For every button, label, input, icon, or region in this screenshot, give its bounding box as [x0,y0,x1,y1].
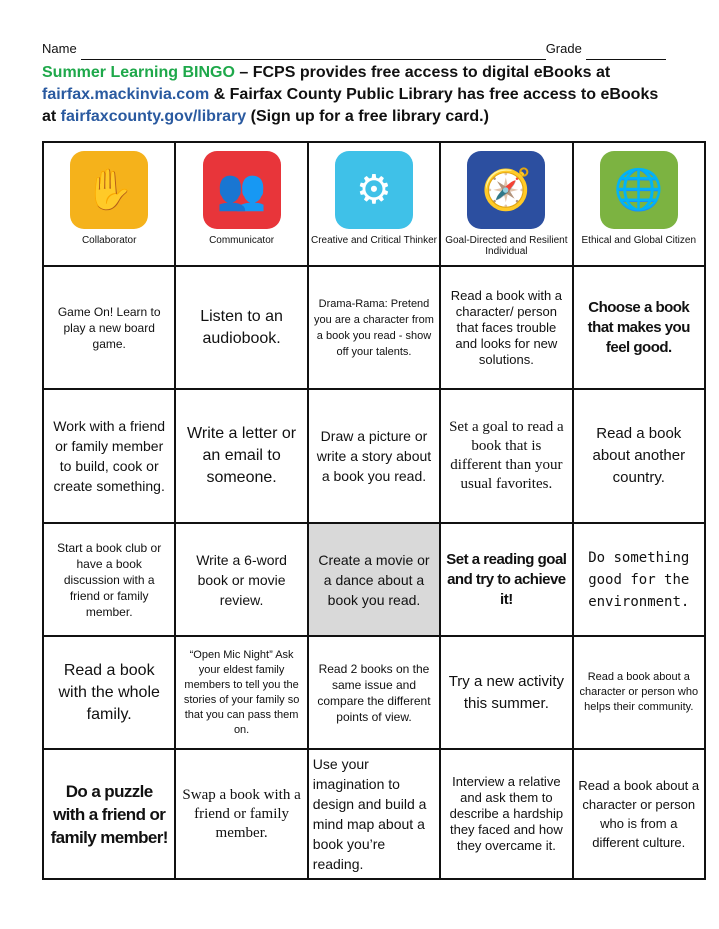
category-label: Creative and Critical Thinker [310,235,437,246]
bingo-cell[interactable]: Read 2 books on the same issue and compare the different points of view. [308,636,440,749]
bingo-cell[interactable]: Swap a book with a friend or family member. [175,749,307,879]
hands-icon: ✋ [70,151,148,229]
bingo-board [42,141,706,880]
bingo-cell[interactable]: Drama-Rama: Pretend you are a character from a book you read - show off your talents. [308,266,440,389]
bingo-cell[interactable]: Read a book about a character or person who helps their community. [573,636,705,749]
bingo-cell[interactable]: Write a letter or an email to someone. [175,389,307,523]
name-field[interactable] [81,47,546,60]
bingo-cell[interactable]: Read a book about a character or person who is from a different culture. [573,749,705,879]
grade-field[interactable] [586,47,666,60]
category-label: Communicator [209,235,275,246]
header [42,38,702,128]
bingo-cell[interactable]: Work with a friend or family member to build, cook or create something. [43,389,175,523]
category-communicator [175,142,307,266]
bingo-cell[interactable]: Listen to an audiobook. [175,266,307,389]
bingo-cell[interactable]: “Open Mic Night” Ask your eldest family members to tell you the stories of your family so that you can pass them on. [175,636,307,749]
name-label: Name [42,41,77,56]
globe-leaf-icon: 🌐 [600,151,678,229]
bingo-cell[interactable]: Set a goal to read a book that is different than your usual favorites. [440,389,572,523]
library-link[interactable]: fairfaxcounty.gov/library [60,108,247,125]
intro-text: (Sign up for a free library card.) [246,108,489,125]
bingo-title: Summer Learning BINGO [42,64,235,81]
category-creative-thinker [308,142,440,266]
intro-text: at [42,108,61,125]
bingo-cell[interactable]: Write a 6-word book or movie review. [175,523,307,636]
category-label: Collaborator [81,235,137,246]
bingo-cell[interactable]: Choose a book that makes you feel good. [573,266,705,389]
bingo-cell[interactable]: Read a book with the whole family. [43,636,175,749]
bingo-cell[interactable]: Start a book club or have a book discussion with a friend or family member. [43,523,175,636]
bingo-cell[interactable]: Try a new activity this summer. [440,636,572,749]
intro-text: – FCPS provides free access to digital eBooks at [234,64,611,81]
people-signal-icon: 👥 [203,151,281,229]
mackinvia-link[interactable]: fairfax.mackinvia.com [42,86,210,103]
bingo-cell[interactable]: Draw a picture or write a story about a book you read. [308,389,440,523]
bingo-cell[interactable]: Game On! Learn to play a new board game. [43,266,175,389]
category-global-citizen [573,142,705,266]
bingo-cell[interactable]: Do a puzzle with a friend or family member! [43,749,175,879]
category-collaborator [43,142,175,266]
bingo-cell[interactable]: Set a reading goal and try to achieve it! [440,523,572,636]
bingo-cell[interactable]: Interview a relative and ask them to describe a hardship they faced and how they overcame it. [440,749,572,879]
bingo-cell[interactable]: Create a movie or a dance about a book you read. [308,523,440,636]
head-gears-icon: ⚙ [335,151,413,229]
compass-icon: 🧭 [467,151,545,229]
bingo-cell[interactable]: Read a book about another country. [573,389,705,523]
category-label: Ethical and Global Citizen [581,235,697,246]
bingo-cell[interactable]: Read a book with a character/ person that faces trouble and looks for new solutions. [440,266,572,389]
intro-text: & Fairfax County Public Library has free access to eBooks [209,86,659,103]
bingo-cell[interactable]: Use your imagination to design and build a mind map about a book you’re reading. [308,749,440,879]
category-label: Goal-Directed and Resilient Individual [445,235,568,257]
category-goal-directed [440,142,572,266]
grade-label: Grade [545,41,582,56]
bingo-cell[interactable]: Do something good for the environment. [573,523,705,636]
